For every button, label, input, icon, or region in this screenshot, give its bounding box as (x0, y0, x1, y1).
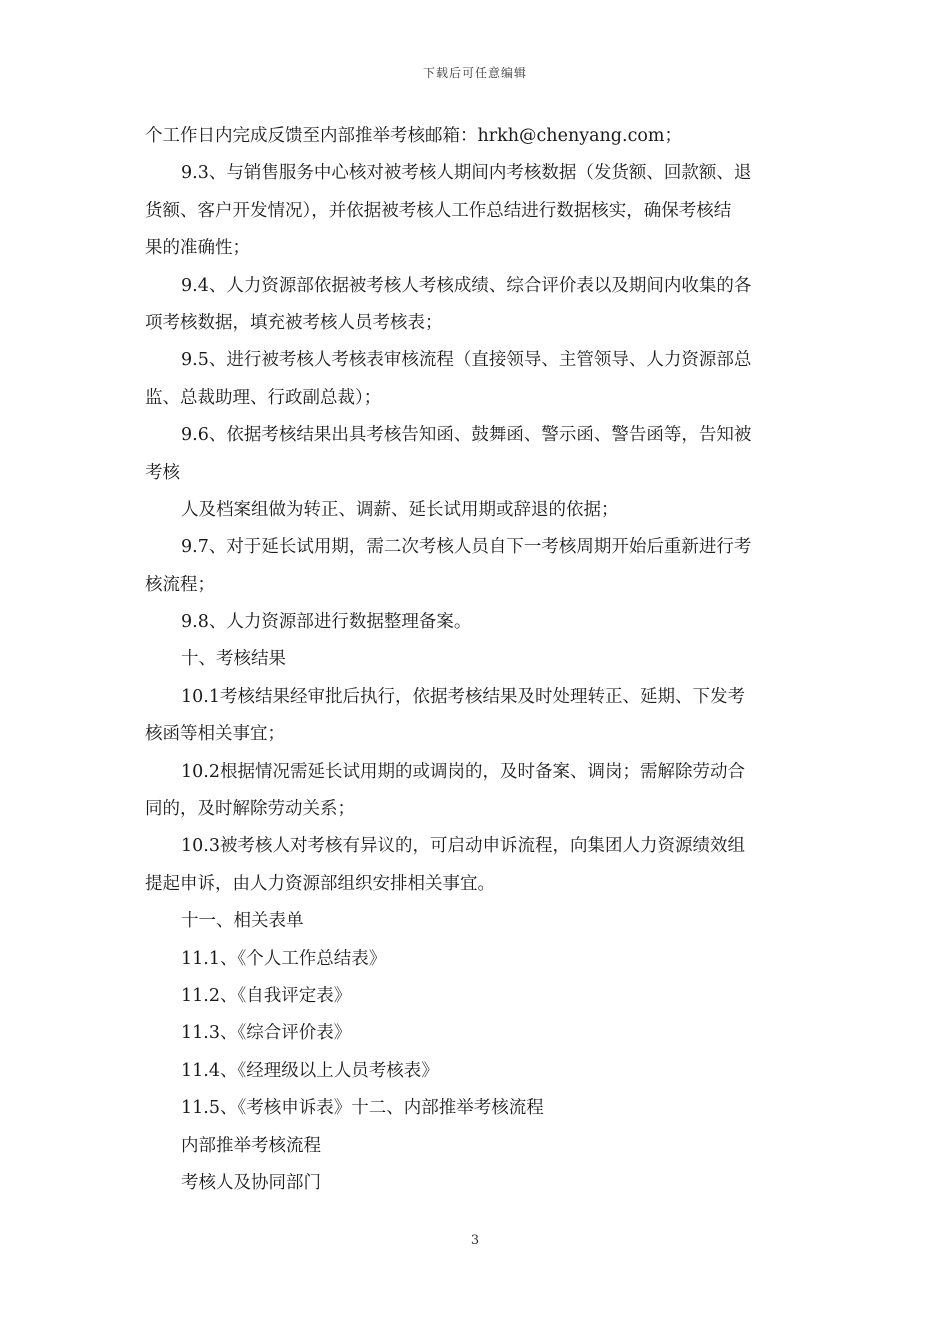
text-line: 11.5、《考核申诉表》十二、内部推举考核流程 (181, 1098, 544, 1119)
page-header-note: 下载后可任意编辑 (422, 66, 527, 80)
text-line: 10.1考核结果经审批后执行，依据考核结果及时处理转正、延期、下发考 (181, 686, 745, 707)
text-line: 11.1、《个人工作总结表》 (181, 948, 387, 969)
text-line: 11.3、《综合评价表》 (181, 1023, 352, 1044)
text-line: 9.5、进行被考核人考核表审核流程（直接领导、主管领导、人力资源部总 (181, 350, 752, 371)
text-line: 10.3被考核人对考核有异议的，可启动申诉流程，向集团人力资源绩效组 (181, 836, 745, 857)
text-line: 9.4、人力资源部依据被考核人考核成绩、综合评价表以及期间内收集的各 (181, 275, 752, 296)
text-line: 提起申诉，由人力资源部组织安排相关事宜。 (145, 873, 495, 894)
text-line: 内部推举考核流程 (181, 1135, 321, 1156)
text-line: 9.8、人力资源部进行数据整理备案。 (181, 612, 472, 633)
text-line: 核流程； (145, 574, 215, 595)
text-line: 核函等相关事宜； (145, 724, 285, 745)
text-line: 果的准确性； (145, 238, 250, 259)
text-line: 考核人及协同部门 (181, 1172, 321, 1193)
text-line: 十一、相关表单 (181, 911, 304, 932)
text-line: 9.7、对于延长试用期，需二次考核人员自下一考核周期开始后重新进行考 (181, 537, 752, 558)
text-line: 9.6、依据考核结果出具考核告知函、鼓舞函、警示函、警告函等，告知被 (181, 425, 752, 446)
text-line: 同的，及时解除劳动关系； (145, 799, 355, 820)
text-line: 项考核数据，填充被考核人员考核表； (145, 312, 443, 333)
text-line: 10.2根据情况需延长试用期的或调岗的，及时备案、调岗；需解除劳动合 (181, 761, 745, 782)
text-line: 监、总裁助理、行政副总裁）； (145, 387, 382, 408)
text-line: 十、考核结果 (181, 649, 286, 670)
text-line: 11.2、《自我评定表》 (181, 985, 352, 1006)
text-line: 11.4、《经理级以上人员考核表》 (181, 1060, 439, 1081)
text-line: 9.3、与销售服务中心核对被考核人期间内考核数据（发货额、回款额、退 (181, 163, 752, 184)
document-body (145, 118, 809, 1202)
page-number: 3 (470, 1233, 480, 1248)
text-line: 货额、客户开发情况），并依据被考核人工作总结进行数据核实，确保考核结 (145, 200, 732, 221)
text-line: 个工作日内完成反馈至内部推举考核邮箱：hrkh@chenyang.com； (145, 126, 682, 146)
text-line: 人及档案组做为转正、调薪、延长试用期或辞退的依据； (181, 499, 619, 520)
text-line: 考核 (145, 462, 180, 483)
